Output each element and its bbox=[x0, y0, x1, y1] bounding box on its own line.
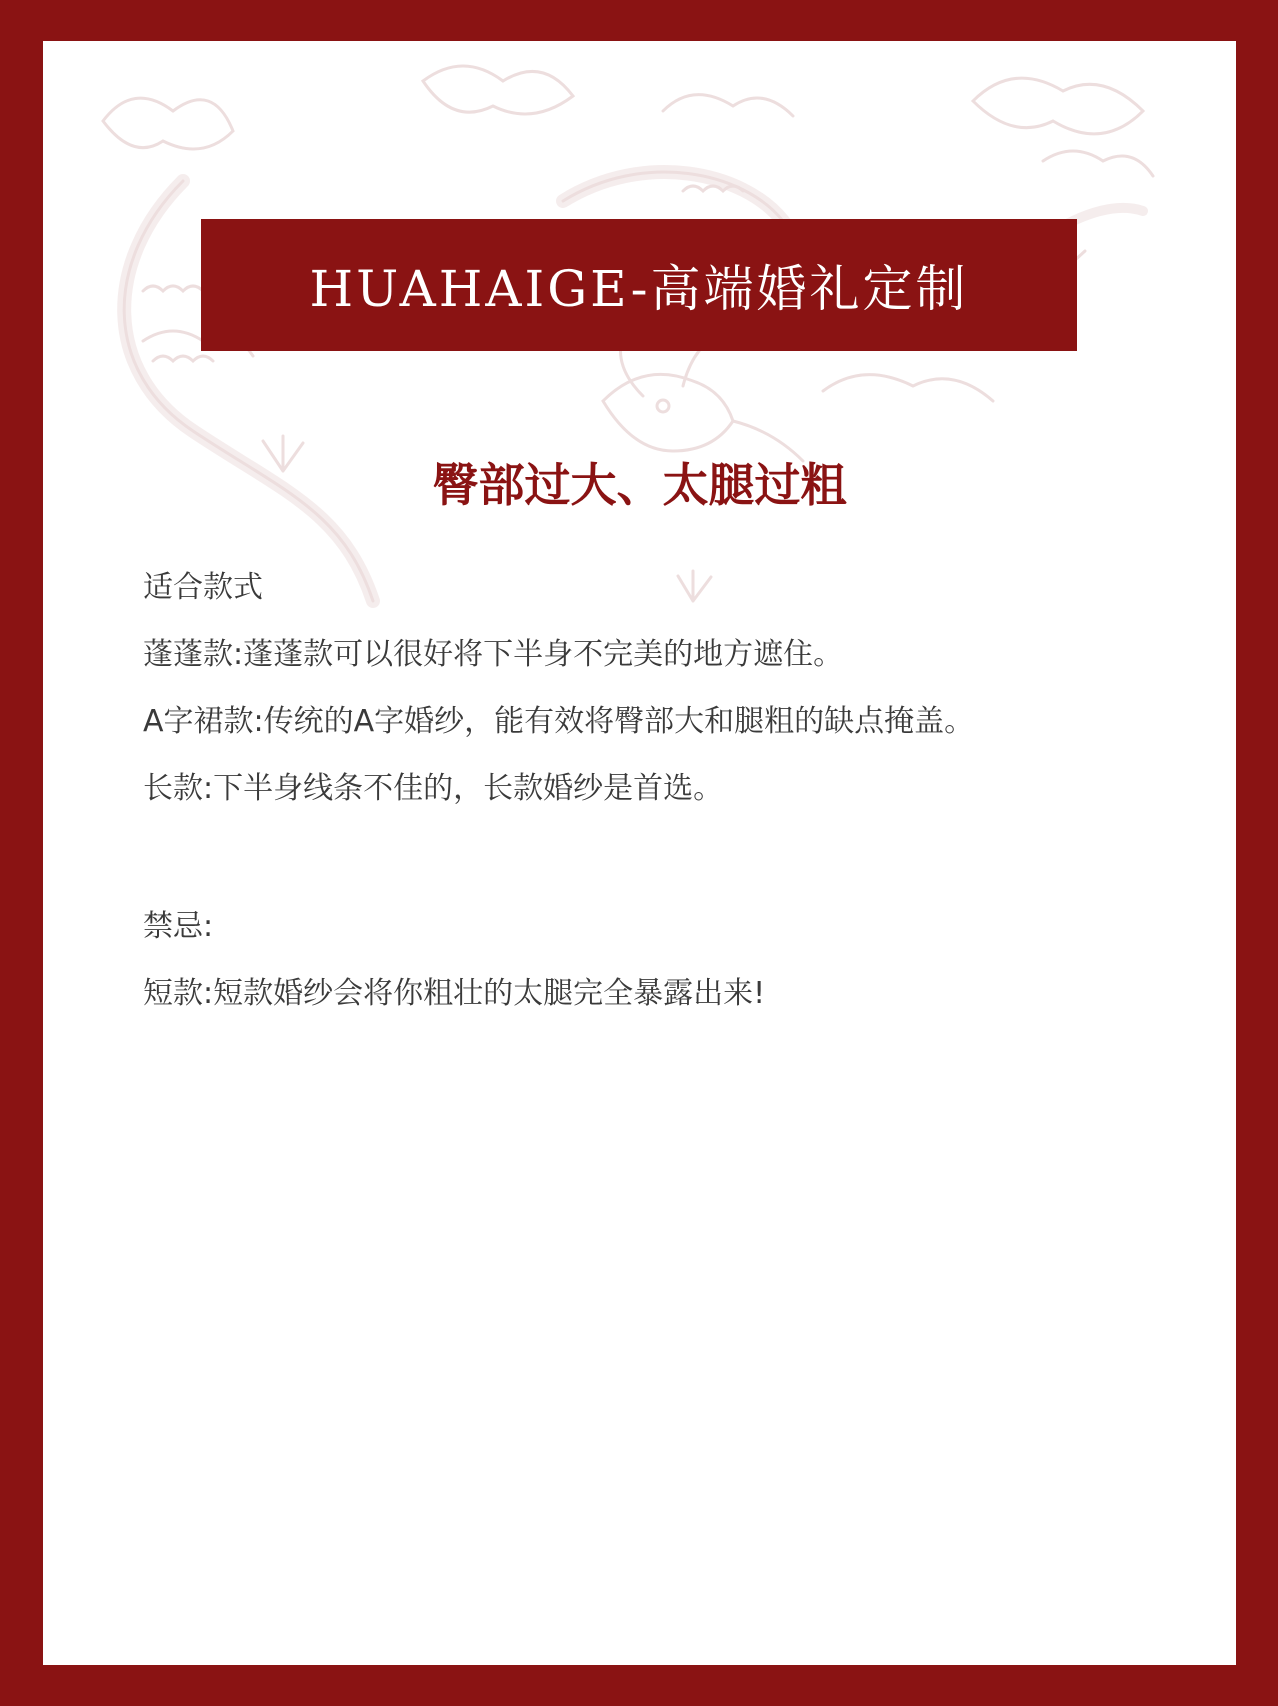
taboo-item: 短款:短款婚纱会将你粗壮的太腿完全暴露出来! bbox=[143, 976, 766, 1011]
suitable-heading: 适合款式 bbox=[143, 570, 263, 605]
taboo-heading: 禁忌: bbox=[143, 909, 214, 944]
suitable-item: 蓬蓬款:蓬蓬款可以很好将下半身不完美的地方遮住。 bbox=[143, 637, 844, 672]
page-card bbox=[43, 41, 1236, 1665]
page-headline: 臀部过大、太腿过粗 bbox=[432, 458, 847, 512]
suitable-item: A字裙款:传统的A字婚纱，能有效将臀部大和腿粗的缺点掩盖。 bbox=[143, 704, 975, 739]
banner-title: HUAHAIGE-高端婚礼定制 bbox=[309, 260, 969, 318]
title-banner bbox=[201, 219, 1077, 351]
suitable-item: 长款:下半身线条不佳的，长款婚纱是首选。 bbox=[143, 771, 724, 806]
